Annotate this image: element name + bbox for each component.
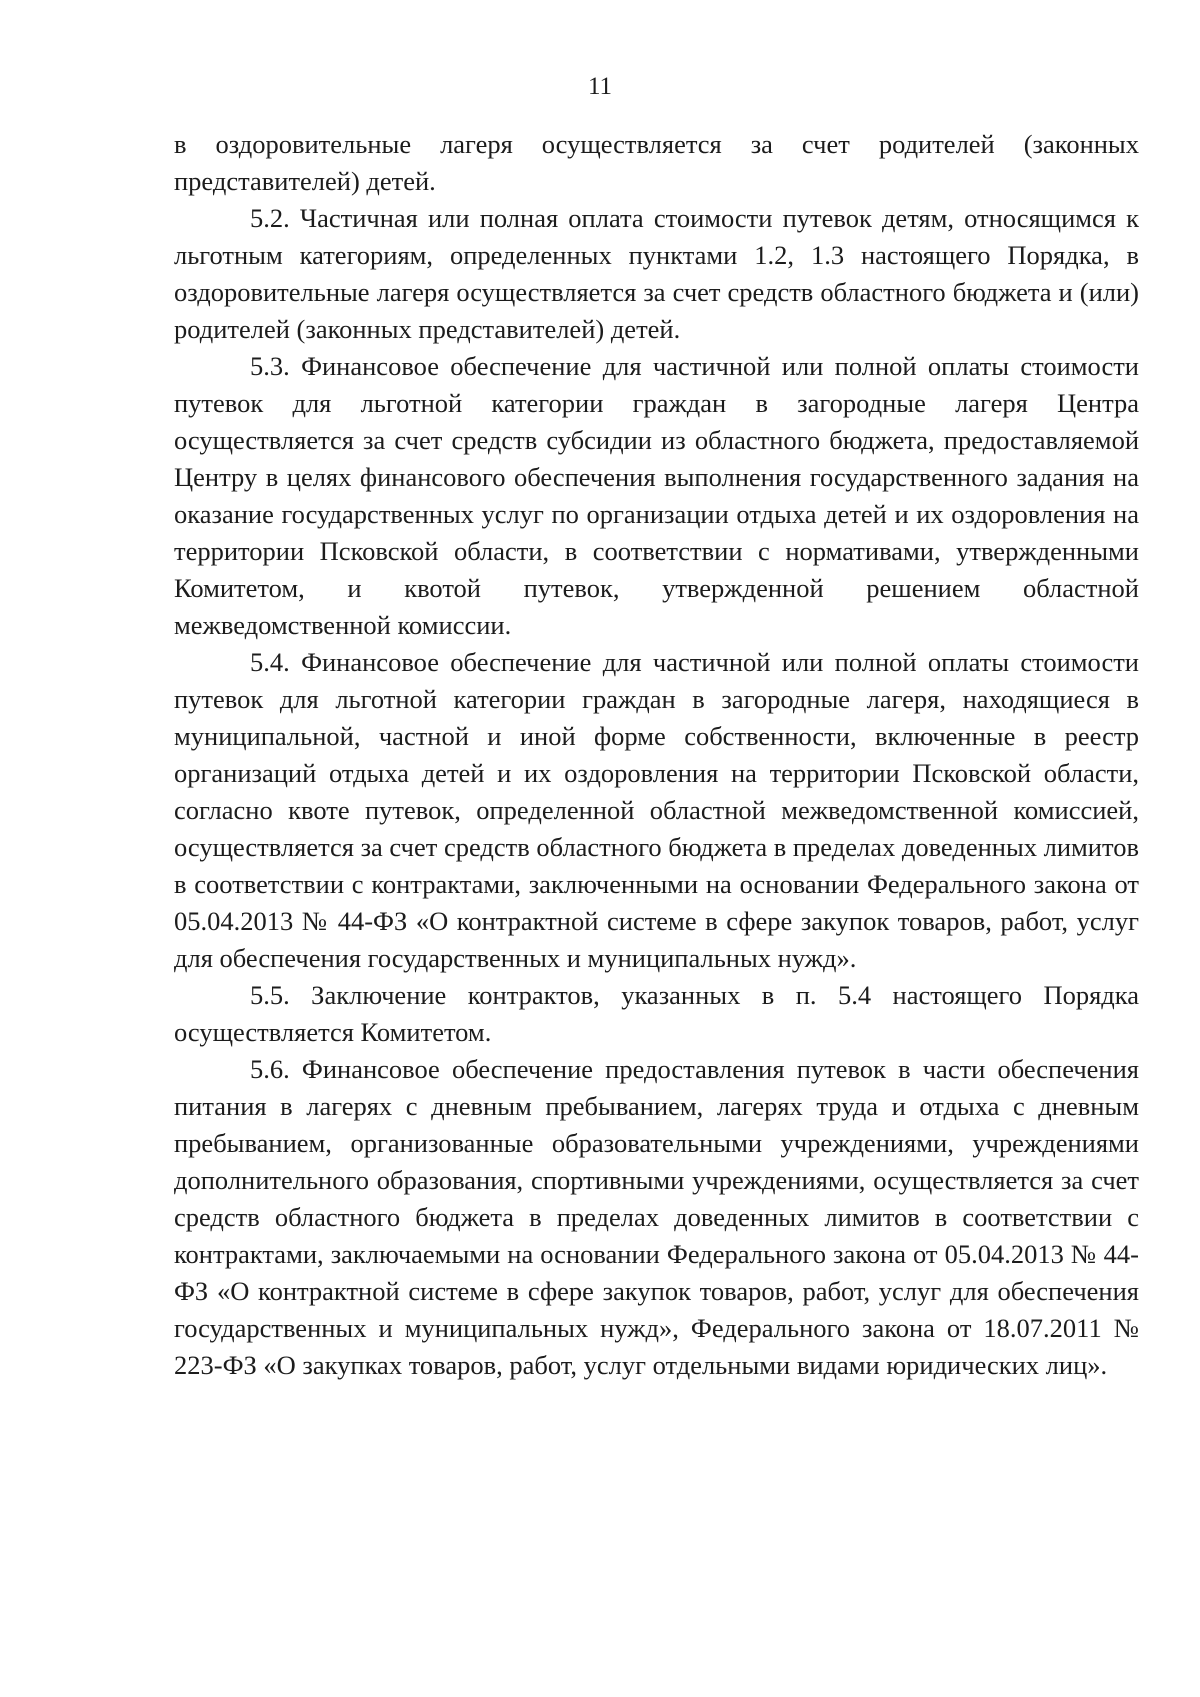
paragraph-5-2: 5.2. Частичная или полная оплата стоимости путевок детям, относящимся к льготным категориям, определенных пунктами 1.2, 1.3 настоящего Порядка, в оздоровительные лагеря осуществляется за счет средств областного бюджета и (или) родителей (законных представителей) детей.: [174, 203, 1139, 344]
paragraph-5-6: 5.6. Финансовое обеспечение предоставления путевок в части обеспечения питания в лагерях с дневным пребыванием, лагерях труда и отдыха с дневным пребыванием, организованные образовательными учреждениями, учреждениями дополнительного образования, спортивными учреждениями, осуществляется за счет средств областного бюджета в пределах доведенных лимитов в соответствии с контрактами, заключаемыми на основании Федерального закона от 05.04.2013 № 44-ФЗ «О контрактной системе в сфере закупок товаров, работ, услуг для обеспечения государственных и муниципальных нужд», Федерального закона от 18.07.2011 № 223-ФЗ «О закупках товаров, работ, услуг отдельными видами юридических лиц».: [174, 1054, 1139, 1380]
paragraph-continuation: в оздоровительные лагеря осуществляется за счет родителей (законных представителей) детей.: [174, 129, 1139, 196]
paragraph-5-5: 5.5. Заключение контрактов, указанных в п. 5.4 настоящего Порядка осуществляется Комитетом.: [174, 980, 1139, 1047]
paragraph-5-3: 5.3. Финансовое обеспечение для частичной или полной оплаты стоимости путевок для льготной категории граждан в загородные лагеря Центра осуществляется за счет средств субсидии из областного бюджета, предоставляемой Центру в целях финансового обеспечения выполнения государственного задания на оказание государственных услуг по организации отдыха детей и их оздоровления на территории Псковской области, в соответствии с нормативами, утвержденными Комитетом, и квотой путевок, утвержденной решением областной межведомственной комиссии.: [174, 351, 1139, 640]
page-number: 11: [587, 73, 613, 100]
paragraph-5-4: 5.4. Финансовое обеспечение для частичной или полной оплаты стоимости путевок для льготной категории граждан в загородные лагеря, находящиеся в муниципальной, частной и иной форме собственности, включенные в реестр организаций отдыха детей и их оздоровления на территории Псковской области, согласно квоте путевок, определенной областной межведомственной комиссией, осуществляется за счет средств областного бюджета в пределах доведенных лимитов в соответствии с контрактами, заключенными на основании Федерального закона от 05.04.2013 № 44-ФЗ «О контрактной системе в сфере закупок товаров, работ, услуг для обеспечения государственных и муниципальных нужд».: [174, 647, 1139, 973]
document-body: [174, 126, 1139, 1384]
